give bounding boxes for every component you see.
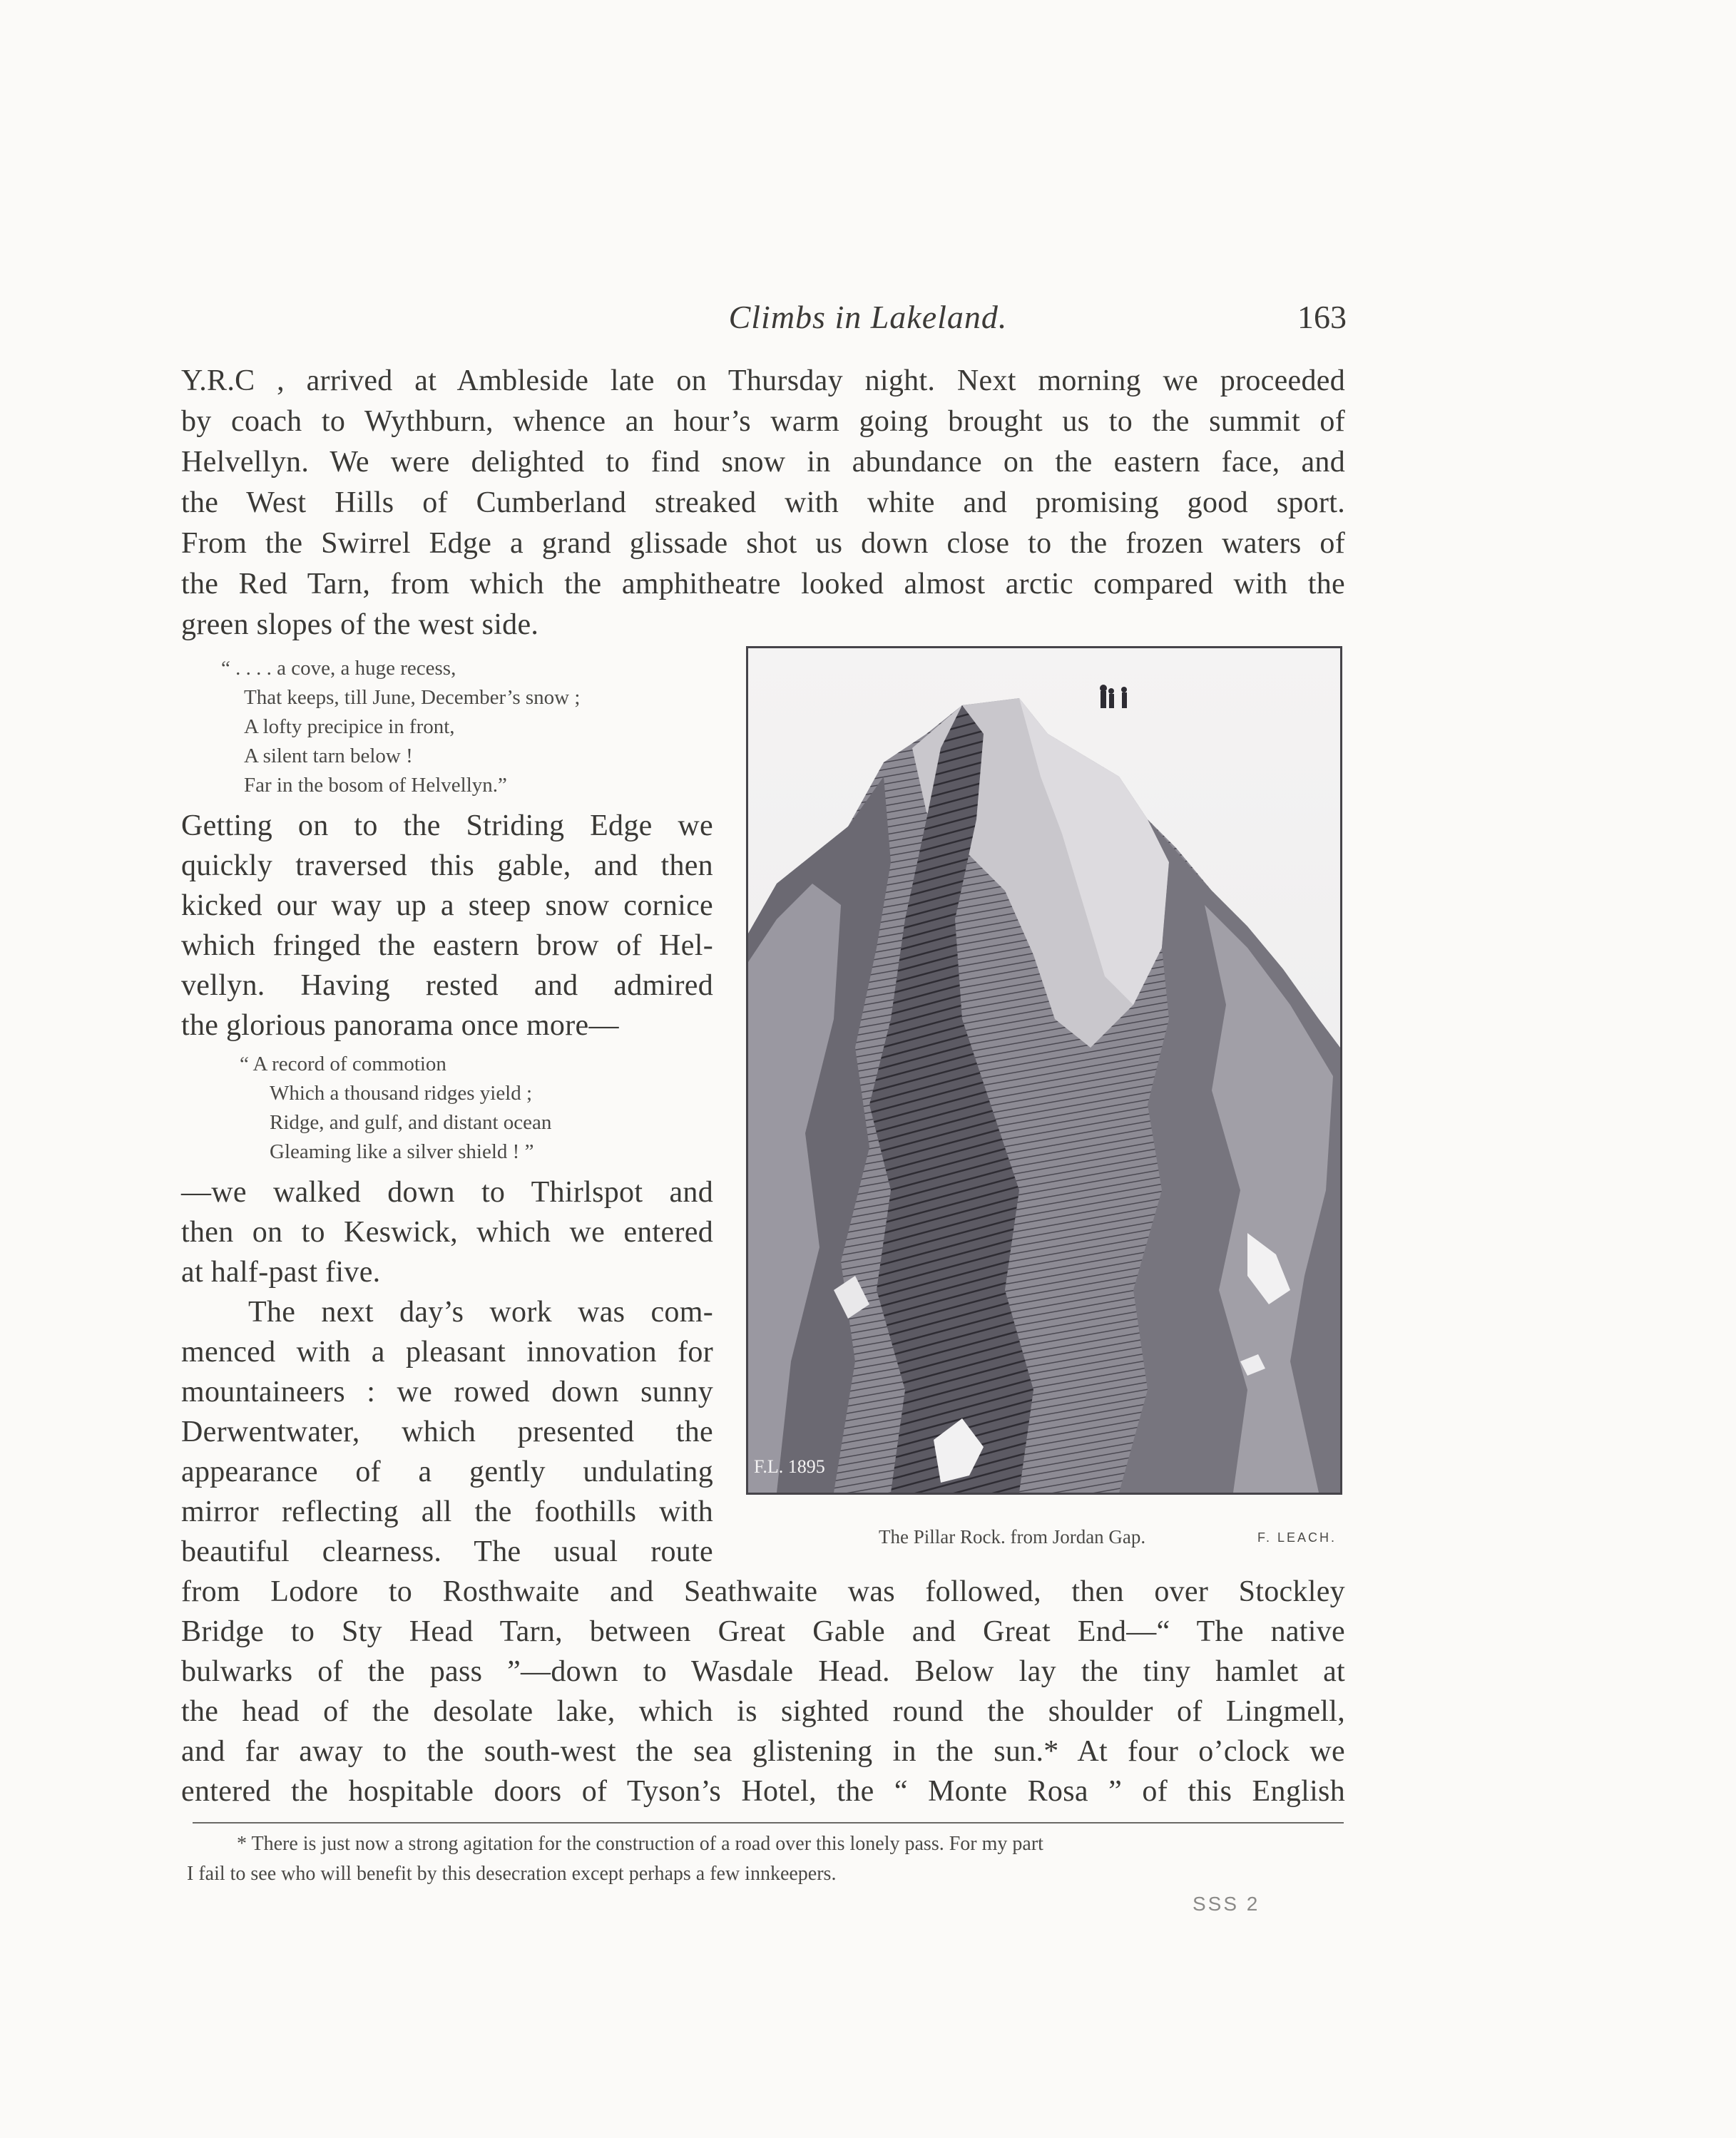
body-line: Bridge to Sty Head Tarn, between Great Gable and Great End—“ The native	[181, 1615, 1345, 1648]
body-line: then on to Keswick, which we entered	[181, 1216, 713, 1249]
body-line: Helvellyn. We were delighted to find snow in abundance on the eastern face, and	[181, 446, 1345, 479]
body-line: mirror reflecting all the foothills with	[181, 1495, 713, 1528]
body-line: kicked our way up a steep snow cornice	[181, 889, 713, 922]
body-line: entered the hospitable doors of Tyson’s Hotel, the “ Monte Rosa ” of this English	[181, 1775, 1345, 1808]
body-line: Getting on to the Striding Edge we	[181, 809, 713, 842]
running-title: Climbs in Lakeland.	[728, 299, 1008, 335]
poem-line: Far in the bosom of Helvellyn.”	[244, 774, 507, 797]
poem-line: Which a thousand ridges yield ;	[270, 1082, 533, 1105]
body-line: and far away to the south-west the sea glistening in the sun.* At four o’clock we	[181, 1735, 1345, 1768]
footnote-line: * There is just now a strong agitation for the construction of a road over this lonely pass. For my part	[237, 1833, 1043, 1855]
body-line: appearance of a gently undulating	[181, 1456, 713, 1488]
body-line: the West Hills of Cumberland streaked with white and promising good sport.	[181, 486, 1345, 519]
body-line: mountaineers : we rowed down sunny	[181, 1376, 713, 1408]
page-number: 163	[1297, 299, 1347, 335]
body-line: which fringed the eastern brow of Hel-	[181, 929, 713, 962]
body-line: vellyn. Having rested and admired	[181, 969, 713, 1002]
footnote-divider	[193, 1822, 1344, 1824]
poem-line: Gleaming like a silver shield ! ”	[270, 1140, 534, 1163]
body-line: Y.R.C , arrived at Ambleside late on Thursday night. Next morning we proceeded	[181, 364, 1345, 397]
poem-line: Ridge, and gulf, and distant ocean	[270, 1111, 552, 1134]
poem-line: “ . . . . a cove, a huge recess,	[221, 657, 456, 680]
body-line: by coach to Wythburn, whence an hour’s warm going brought us to the summit of	[181, 405, 1345, 438]
body-line: at half-past five.	[181, 1256, 381, 1289]
body-line: the glorious panorama once more—	[181, 1009, 619, 1042]
body-line: —we walked down to Thirlspot and	[181, 1176, 713, 1209]
footnote-line: I fail to see who will benefit by this desecration except perhaps a few innkeepers.	[187, 1863, 837, 1885]
caption-credit: F. LEACH.	[1257, 1530, 1337, 1545]
body-line: bulwarks of the pass ”—down to Wasdale Head. Below lay the tiny hamlet at	[181, 1655, 1345, 1688]
mountain-rock-illustration	[748, 648, 1340, 1493]
body-line: From the Swirrel Edge a grand glissade shot us down close to the frozen waters of	[181, 527, 1345, 560]
poem-line: A lofty precipice in front,	[244, 715, 455, 738]
body-line: menced with a pleasant innovation for	[181, 1336, 713, 1369]
poem-line: “ A record of commotion	[240, 1053, 446, 1075]
body-line: the Red Tarn, from which the amphitheatre looked almost arctic compared with the	[181, 568, 1345, 600]
body-line: green slopes of the west side.	[181, 608, 539, 641]
printer-signature-mark: SSS 2	[1193, 1893, 1260, 1915]
body-line: The next day’s work was com-	[248, 1296, 713, 1329]
body-line: the head of the desolate lake, which is sighted round the shoulder of Lingmell,	[181, 1695, 1345, 1728]
poem-line: That keeps, till June, December’s snow ;	[244, 686, 581, 709]
body-line: beautiful clearness. The usual route	[181, 1535, 713, 1568]
poem-line: A silent tarn below !	[244, 745, 413, 767]
photo-monogram: F.L. 1895	[754, 1456, 825, 1477]
pillar-rock-photograph	[746, 646, 1342, 1495]
caption-text: The Pillar Rock. from Jordan Gap.	[879, 1526, 1146, 1548]
body-line: from Lodore to Rosthwaite and Seathwaite was followed, then over Stockley	[181, 1575, 1345, 1608]
body-line: quickly traversed this gable, and then	[181, 849, 713, 882]
body-line: Derwentwater, which presented the	[181, 1416, 713, 1448]
